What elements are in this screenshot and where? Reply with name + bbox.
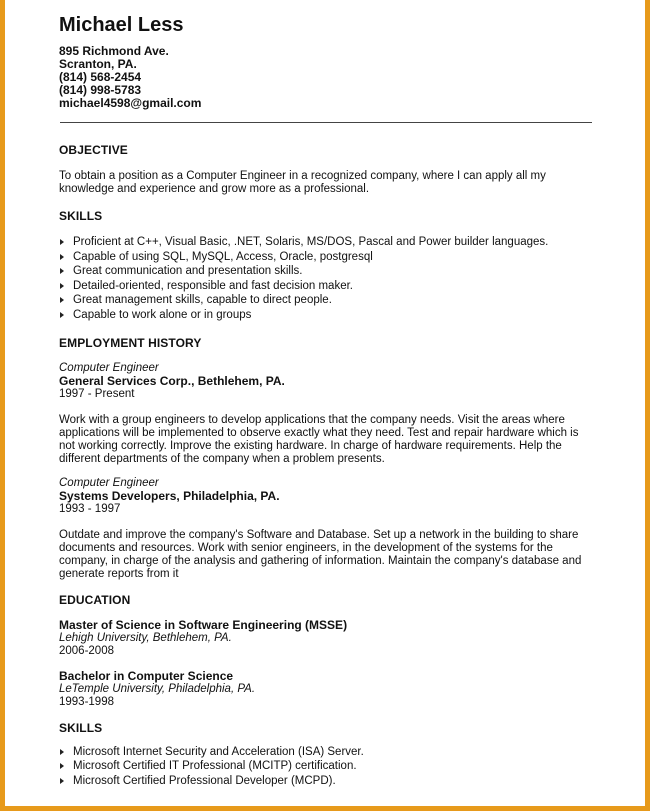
certifications-heading: SKILLS (59, 720, 103, 735)
job-dates: 1993 - 1997 (59, 502, 121, 515)
degree-dates: 1993-1998 (59, 695, 114, 708)
contact-block (59, 45, 592, 110)
degree-entry (59, 619, 592, 658)
list-item: Detailed-oriented, responsible and fast decision maker. (59, 279, 592, 294)
school-name: Lehigh University, Bethlehem, PA. (59, 631, 232, 644)
job-description: Outdate and improve the company's Software and Database. Set up a network in the building to share documents and resources. Work with senior engineers, in the development of the systems for the company, in charge of the analysis and gathering of information. Maintain the company's database and generate reports from it (59, 528, 582, 580)
job-entry (59, 477, 592, 581)
list-item: Capable of using SQL, MySQL, Access, Oracle, postgresql (59, 250, 592, 265)
email: michael4598@gmail.com (59, 96, 202, 110)
skills-heading: SKILLS (59, 209, 103, 223)
address-line: 895 Richmond Ave. (59, 44, 169, 58)
list-item: Capable to work alone or in groups (59, 308, 592, 323)
city-line: Scranton, PA. (59, 57, 137, 71)
degree-dates: 2006-2008 (59, 644, 114, 657)
job-title: Computer Engineer (59, 361, 159, 374)
job-title: Computer Engineer (59, 476, 159, 489)
employment-heading: EMPLOYMENT HISTORY (59, 335, 202, 350)
header-divider (60, 122, 592, 123)
list-item: Microsoft Certified Professional Developer (MCPD). (59, 774, 592, 789)
objective-section (59, 143, 592, 196)
list-item: Great management skills, capable to direct people. (59, 293, 592, 308)
job-dates: 1997 - Present (59, 387, 135, 400)
job-company: General Services Corp., Bethlehem, PA. (59, 373, 285, 388)
resume-document (59, 12, 592, 788)
list-item: Great communication and presentation skills. (59, 264, 592, 279)
phone-2: (814) 998-5783 (59, 83, 142, 97)
objective-text: To obtain a position as a Computer Engineer in a recognized company, where I can apply all my knowledge and experience and grow more as a professional. (59, 170, 546, 195)
degree-name: Master of Science in Software Engineering (MSSE) (59, 617, 348, 632)
degree-entry (59, 670, 592, 709)
objective-heading: OBJECTIVE (59, 143, 128, 157)
certifications-section (59, 721, 592, 789)
list-item: Proficient at C++, Visual Basic, .NET, Solaris, MS/DOS, Pascal and Power builder languages. (59, 235, 592, 250)
job-description: Work with a group engineers to develop applications that the company needs. Visit the areas where applications will be implemented to observe exactly what they need. Test and repair hardware which is not working correctly. Improve the existing hardware. In charge of hardware requirements. Help the different departments of the company when a problem presents. (59, 413, 579, 465)
skills-section (59, 209, 592, 323)
certifications-list (59, 745, 592, 789)
phone-1: (814) 568-2454 (59, 70, 142, 84)
employment-section (59, 336, 592, 581)
school-name: LeTemple University, Philadelphia, PA. (59, 682, 256, 695)
skills-list (59, 235, 592, 323)
list-item: Microsoft Certified IT Professional (MCITP) certification. (59, 759, 592, 774)
list-item: Microsoft Internet Security and Acceleration (ISA) Server. (59, 745, 592, 760)
job-company: Systems Developers, Philadelphia, PA. (59, 488, 280, 503)
education-section (59, 593, 592, 709)
degree-name: Bachelor in Computer Science (59, 668, 234, 683)
job-entry (59, 362, 592, 466)
candidate-name: Michael Less (59, 14, 184, 36)
education-heading: EDUCATION (59, 592, 131, 607)
